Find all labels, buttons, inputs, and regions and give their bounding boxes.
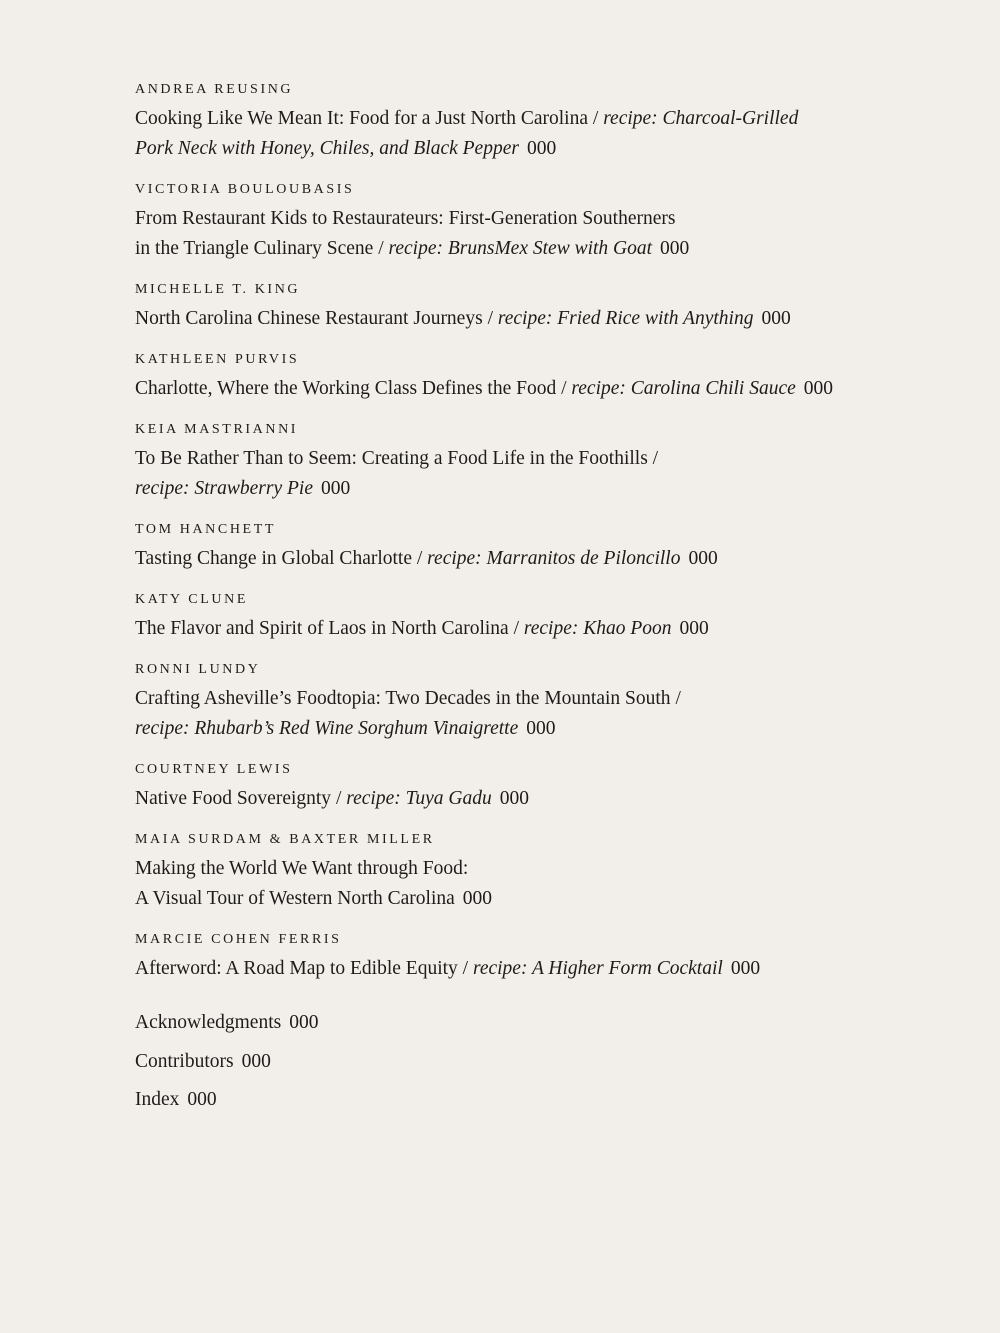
entry-line <box>135 784 915 814</box>
back-matter-item <box>135 1008 318 1038</box>
entry-line <box>135 444 915 474</box>
recipe-title: Pork Neck with Honey, Chiles, and Black Pepper <box>135 138 519 159</box>
toc-entry <box>135 520 915 574</box>
page-number: 000 <box>187 1089 217 1110</box>
entry-line <box>135 304 915 334</box>
back-matter-item <box>135 1085 318 1115</box>
separator: / <box>457 958 473 979</box>
recipe-title: recipe: Marranitos de Piloncillo <box>427 548 681 569</box>
page-number: 000 <box>688 548 718 569</box>
entry-title-block <box>135 204 915 264</box>
entry-line <box>135 204 915 234</box>
page-number: 000 <box>289 1012 319 1033</box>
entry-title-block <box>135 614 915 644</box>
entry-line <box>135 374 915 404</box>
entry-line <box>135 614 915 644</box>
recipe-title: recipe: BrunsMex Stew with Goat <box>388 238 653 259</box>
entry-title: in the Triangle Culinary Scene <box>135 238 374 259</box>
page-number: 000 <box>660 238 690 259</box>
entry-title: Tasting Change in Global Charlotte <box>135 548 412 569</box>
separator: / <box>412 548 428 569</box>
entry-line <box>135 954 915 984</box>
recipe-title: recipe: A Higher Form Cocktail <box>472 958 723 979</box>
separator: / <box>482 308 498 329</box>
entry-title-block <box>135 784 915 814</box>
entry-title: Charlotte, Where the Working Class Defines the Food <box>135 378 557 399</box>
back-matter-label: Acknowledgments <box>135 1012 282 1033</box>
back-matter-item <box>135 1047 318 1077</box>
page-number: 000 <box>526 718 556 739</box>
entry-author: KATY CLUNE <box>135 592 248 607</box>
entry-title: A Visual Tour of Western North Carolina <box>135 888 455 909</box>
recipe-title: recipe: Strawberry Pie <box>135 478 313 499</box>
page-number: 000 <box>803 378 834 399</box>
entry-title-block <box>135 684 915 744</box>
entry-title: From Restaurant Kids to Restaurateurs: First-Generation Southerners <box>135 208 676 229</box>
separator: / <box>556 378 572 399</box>
entry-title: Native Food Sovereignty <box>135 788 332 809</box>
entry-line <box>135 854 915 884</box>
page-number: 000 <box>320 478 351 499</box>
entry-title-block <box>135 954 915 984</box>
recipe-title: recipe: Rhubarb’s Red Wine Sorghum Vinaigrette <box>135 718 519 739</box>
entry-title-block <box>135 544 915 574</box>
toc-entry <box>135 350 915 404</box>
entry-line <box>135 104 915 134</box>
entry-title-block <box>135 374 915 404</box>
entry-author: RONNI LUNDY <box>135 662 261 677</box>
page-number: 000 <box>462 888 493 909</box>
separator: / <box>647 448 659 469</box>
entry-author: VICTORIA BOULOUBASIS <box>135 182 355 197</box>
toc-entry <box>135 930 915 984</box>
page-number: 000 <box>499 788 529 809</box>
entry-title-block <box>135 854 915 914</box>
page-number: 000 <box>526 138 557 159</box>
entry-author: KEIA MASTRIANNI <box>135 422 299 437</box>
entry-line <box>135 474 915 504</box>
separator: / <box>373 238 389 259</box>
toc-entry <box>135 590 915 644</box>
separator: / <box>331 788 347 809</box>
page-number: 000 <box>679 618 709 639</box>
back-matter-label: Contributors <box>135 1050 234 1072</box>
toc-entry <box>135 180 915 264</box>
toc-entry <box>135 830 915 914</box>
entry-line <box>135 684 915 714</box>
entry-line <box>135 714 915 744</box>
entry-author: MAIA SURDAM & BAXTER MILLER <box>135 832 435 847</box>
entry-title-block <box>135 444 915 504</box>
entry-author: TOM HANCHETT <box>135 522 276 537</box>
toc-entry <box>135 760 915 814</box>
recipe-title: recipe: Tuya Gadu <box>346 788 492 809</box>
toc-entry <box>135 420 915 504</box>
back-matter-list <box>135 1008 318 1124</box>
entry-title: Crafting Asheville’s Foodtopia: Two Decades in the Mountain South <box>135 688 671 709</box>
toc-entry <box>135 660 915 744</box>
toc-entry <box>135 280 915 334</box>
separator: / <box>670 688 681 709</box>
entry-line <box>135 234 915 264</box>
entry-title-block <box>135 304 915 334</box>
separator: / <box>508 618 524 639</box>
entry-title: To Be Rather Than to Seem: Creating a Food Life in the Foothills <box>135 448 648 469</box>
entry-title-block <box>135 104 915 164</box>
recipe-title: recipe: Carolina Chili Sauce <box>571 378 796 399</box>
entry-author: COURTNEY LEWIS <box>135 762 293 777</box>
entry-title: The Flavor and Spirit of Laos in North Carolina <box>135 618 509 639</box>
entry-title: Afterword: A Road Map to Edible Equity <box>135 958 458 979</box>
entry-author: MICHELLE T. KING <box>135 282 301 297</box>
recipe-title: recipe: Charcoal-Grilled <box>603 108 799 129</box>
entry-author: MARCIE COHEN FERRIS <box>135 932 342 947</box>
entry-line <box>135 544 915 574</box>
entry-title: Making the World We Want through Food: <box>135 858 469 879</box>
entry-line <box>135 134 915 164</box>
recipe-title: recipe: Fried Rice with Anything <box>497 308 754 329</box>
page-number: 000 <box>730 958 761 979</box>
entry-author: KATHLEEN PURVIS <box>135 352 300 367</box>
recipe-title: recipe: Khao Poon <box>523 618 672 639</box>
entry-author: ANDREA REUSING <box>135 82 294 97</box>
back-matter-label: Index <box>135 1089 180 1110</box>
entry-title: Cooking Like We Mean It: Food for a Just North Carolina <box>135 108 589 129</box>
page-number: 000 <box>761 308 791 329</box>
page-number: 000 <box>241 1050 271 1072</box>
entry-line <box>135 884 915 914</box>
table-of-contents <box>135 80 915 1000</box>
separator: / <box>588 108 604 129</box>
toc-entry <box>135 80 915 164</box>
entry-title: North Carolina Chinese Restaurant Journeys <box>135 308 483 329</box>
